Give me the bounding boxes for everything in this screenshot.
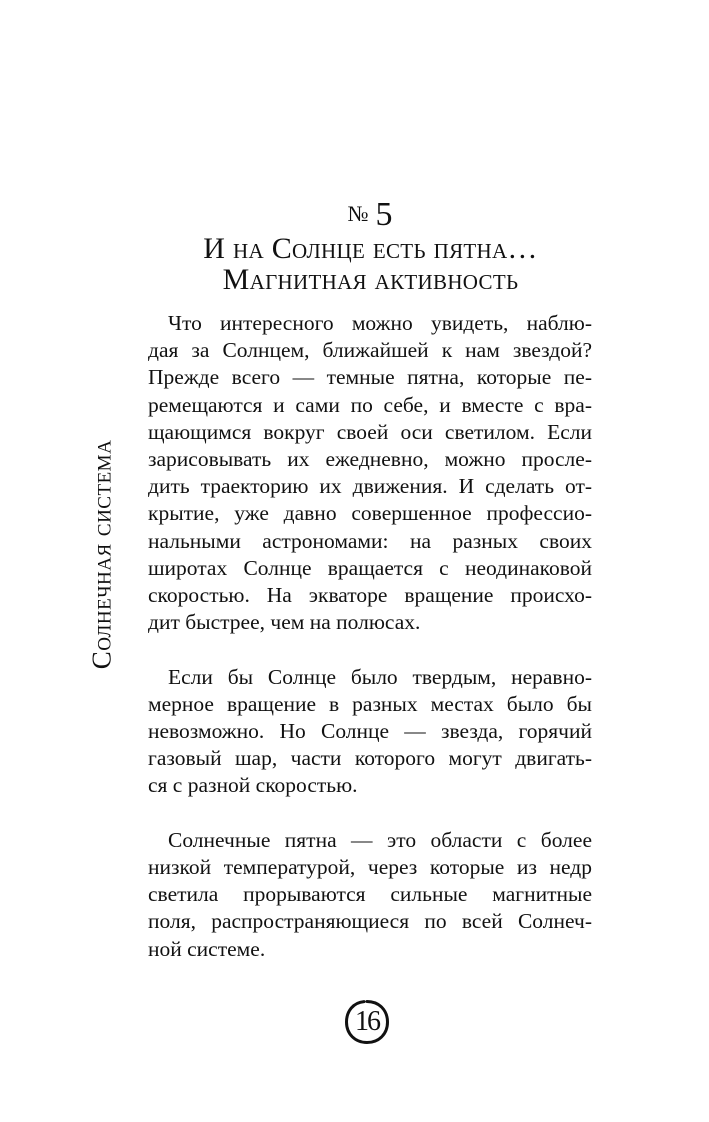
chapter-heading [148,196,593,295]
chapter-title-line-2: Магнитная активность [222,263,519,296]
text-line: Прежде всего — темные пятна, которые пе- [148,365,592,390]
text-line: зарисовывать их ежедневно, можно просле- [148,447,592,472]
chapter-number-value: 5 [375,196,394,233]
text-line: ремещаются и сами по себе, и вместе с вра- [148,392,592,417]
text-line: ной системе. [148,936,266,961]
text-line: невозможно. Но Солнце — звезда, горячий [148,719,592,744]
text-line: Если бы Солнце было твердым, неравно- [168,664,592,689]
text-line: щающимся вокруг своей оси светилом. Если [148,419,592,444]
text-line: светила прорываются сильные магнитные [148,882,592,907]
text-line: широтах Солнце вращается с неодинаковой [148,555,592,580]
text-line: крытие, уже давно совершенное профессио- [148,501,592,526]
running-head-vertical [83,439,121,669]
paragraph-2 [148,664,592,800]
text-line: Солнечные пятна — это области с более [168,827,592,852]
text-line: дить траекторию их движения. И сделать от- [148,474,592,499]
page-number-badge [344,999,390,1045]
text-line: дая за Солнцем, ближайшей к нам звездой? [148,338,592,363]
paragraph-1 [148,310,592,636]
text-line: нальными астрономами: на разных своих [148,528,592,553]
text-line: скоростью. На экваторе вращение происхо- [148,583,592,608]
text-line: поля, распространяющиеся по всей Солнеч- [148,909,592,934]
paragraph-3 [148,827,592,963]
chapter-title-line-1: И на Солнце есть пятна… [203,232,538,265]
body-text [148,310,592,990]
chapter-number [148,196,593,233]
text-line: дит быстрее, чем на полюсах. [148,610,421,635]
text-line: мерное вращение в разных местах было бы [148,691,592,716]
text-line: низкой температурой, через которые из недр [148,855,592,880]
text-line: ся с разной скоростью. [148,773,358,798]
text-line: Что интересного можно увидеть, наблю- [168,311,592,335]
page-number: 16 [355,1006,379,1037]
running-head-text: Солнечная система [86,439,117,669]
number-sign: № [347,201,370,226]
text-line: газовый шар, части которого могут двигать- [148,746,592,771]
